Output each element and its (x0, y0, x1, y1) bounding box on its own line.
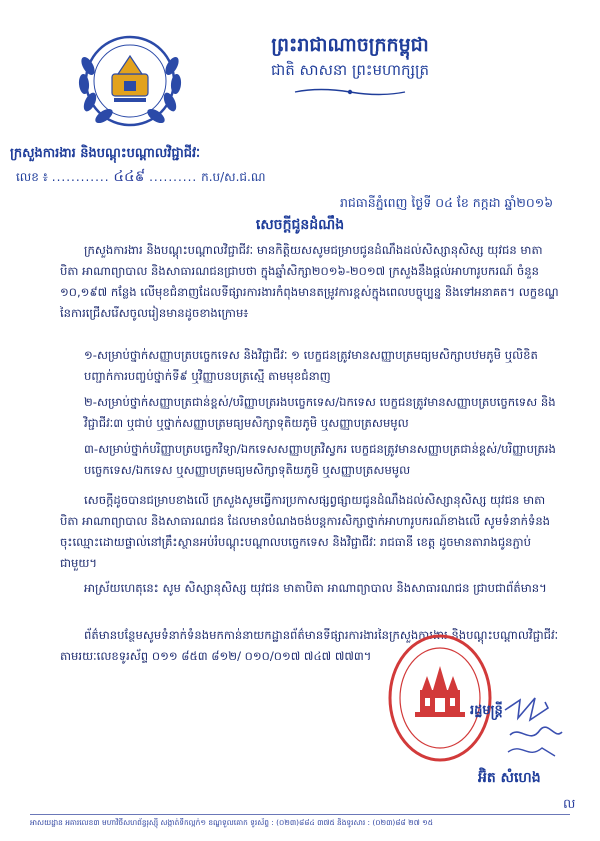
ministry-name: ក្រសួងការងារ និងបណ្តុះបណ្តាលវិជ្ជាជីវៈ (10, 146, 201, 161)
signatory-title: រដ្ឋមន្ត្រី (470, 703, 503, 718)
condition-item-1: ១-សម្រាប់ថ្នាក់សញ្ញាបត្របច្ចេកទេស និងវិជ្ជាជីវៈ ១ បេក្ខជនត្រូវមានសញ្ញាបត្រមធ្យមសិក្សាបឋមភូមិ ឬលិខិតបញ្ជាក់ការបញ្ចប់ថ្នាក់ទី៩ ឬវិញ្ញាបនបត្រស្មើ តាមមុខជំនាញ (84, 348, 538, 383)
reference-suffix: ក.ប/ស.ជ.ណ (201, 170, 266, 184)
document-date: រាជធានីភ្នំពេញ ថ្ងៃទី ០៤ ខែ កក្កដា ឆ្នាំ២០១៦ (340, 195, 554, 210)
document-title: សេចក្តីជូនដំណឹង (255, 217, 345, 233)
handwritten-signature (500, 690, 570, 775)
body-paragraph-3: អាស្រ័យហេតុនេះ សូម សិស្សានុសិស្ស យុវជន មាតាបិតា អាណាព្យាបាល និងសាធារណជន ជ្រាបជាព័ត៌មាន។ (84, 581, 547, 595)
page-mark: ល (563, 797, 576, 812)
body-paragraph-1: ក្រសួងការងារ និងបណ្តុះបណ្តាលវិជ្ជាជីវៈ មានកិត្តិយសសូមជម្រាបជូនដំណឹងដល់សិស្សានុសិស្ស យុវជន មាតាបិតា អាណាព្យាបាល និងសាធារណជនជ្រាបថា ក្នុងឆ្នាំសិក្សា២០១៦-២០១៧ ក្រសួងនឹងផ្តល់អាហារូបករណ៍ ចំនួន ១០,១៩៧ កន្លែង លើមុខជំនាញដែលទីផ្សារការងារកំពុងមានតម្រូវការខ្ពស់ក្នុងពេលបច្ចុប្បន្ន និងទៅអនាគត។ លក្ខខណ្ឌនៃការជ្រើសរើសចូលរៀនមានដូចខាងក្រោម៖ (60, 243, 559, 320)
signatory-name: អ៊ិត សំហេង (478, 770, 541, 786)
reference-label: លេខ ៖ (16, 170, 48, 184)
body-paragraph-2: សេចក្តីដូចបានជម្រាបខាងលើ ក្រសួងសូមធ្វើការប្រកាសផ្សព្វផ្សាយជូនដំណឹងដល់សិស្សានុសិស្ស យុវជន មាតាបិតា អាណាព្យាបាល និងសាធារណជន ដែលមានបំណងចង់បន្តការសិក្សាថ្នាក់អាហារូបករណ៍ខាងលើ សូមទំនាក់ទំនងចុះឈ្មោះដោយផ្ទាល់នៅគ្រឹះស្ថានអប់រំបណ្តុះបណ្តាលបច្ចេកទេស និងវិជ្ជាជីវៈ រាជធានី ខេត្ត ដូចមានតារាងជូនភ្ជាប់ជាមួយ។ (60, 493, 551, 570)
ornament-divider (290, 87, 410, 97)
ministry-logo (70, 26, 190, 136)
reference-handwritten-number: ៤៤៩ (113, 167, 146, 185)
condition-item-3: ៣-សម្រាប់ថ្នាក់បរិញ្ញាបត្របច្ចេកវិទ្យា/ឯកទេសសញ្ញាបត្រវិស្វករ បេក្ខជនត្រូវមានសញ្ញាបត្រជាន់ខ្ពស់/បរិញ្ញាបត្ររងបច្ចេកទេស/ឯកទេស ឬសញ្ញាបត្រមធ្យមសិក្សាទុតិយភូមិ ឬសញ្ញាបត្រសមមូល (84, 442, 556, 477)
footer-address: អាសយដ្ឋាន អគារលេខ៣ មហាវិថីសហព័ន្ធរុស្ស៊ី សង្កាត់ទឹកល្អក់១ ខណ្ឌទួលគោក ទូរស័ព្ទ : (០២៣)៨៨៤ ៣៧៥ និងទូរសារ : (០២៣)៨៨ ២៧ ១៥ (30, 818, 433, 827)
kingdom-title: ព្រះរាជាណាចក្រកម្ពុជា (271, 34, 429, 56)
official-seal (385, 628, 495, 768)
kingdom-header (200, 32, 500, 101)
reference-number: លេខ ៖ ............ ៤៤៩ .......... ក.ប/ស.ជ.ណ (16, 167, 266, 185)
body-paragraph-4: ព័ត៌មានបន្ថែមសូមទំនាក់ទំនងមកកាន់នាយកដ្ឋានព័ត៌មានទីផ្សារការងារនៃក្រសួងការងារ និងបណ្តុះបណ្តាលវិជ្ជាជីវៈ តាមរយៈលេខទូរស័ព្ទ ០១១ ៨៥៣ ៨១២/ ០១០/០១៧ ៧៤៧ ៧៧៣។ (60, 628, 559, 663)
condition-item-2: ២-សម្រាប់ថ្នាក់សញ្ញាបត្រជាន់ខ្ពស់/បរិញ្ញាបត្ររងបច្ចេកទេស/ឯកទេស បេក្ខជនត្រូវមានសញ្ញាបត្របច្ចេកទេស និងវិជ្ជាជីវៈ៣ ឬជាប់ ឬថ្នាក់សញ្ញាបត្រមធ្យមសិក្សាទុតិយភូមិ ឬសញ្ញាបត្រសមមូល (84, 395, 556, 430)
kingdom-motto: ជាតិ សាសនា ព្រះមហាក្សត្រ (270, 61, 430, 79)
footer-divider (30, 814, 570, 815)
